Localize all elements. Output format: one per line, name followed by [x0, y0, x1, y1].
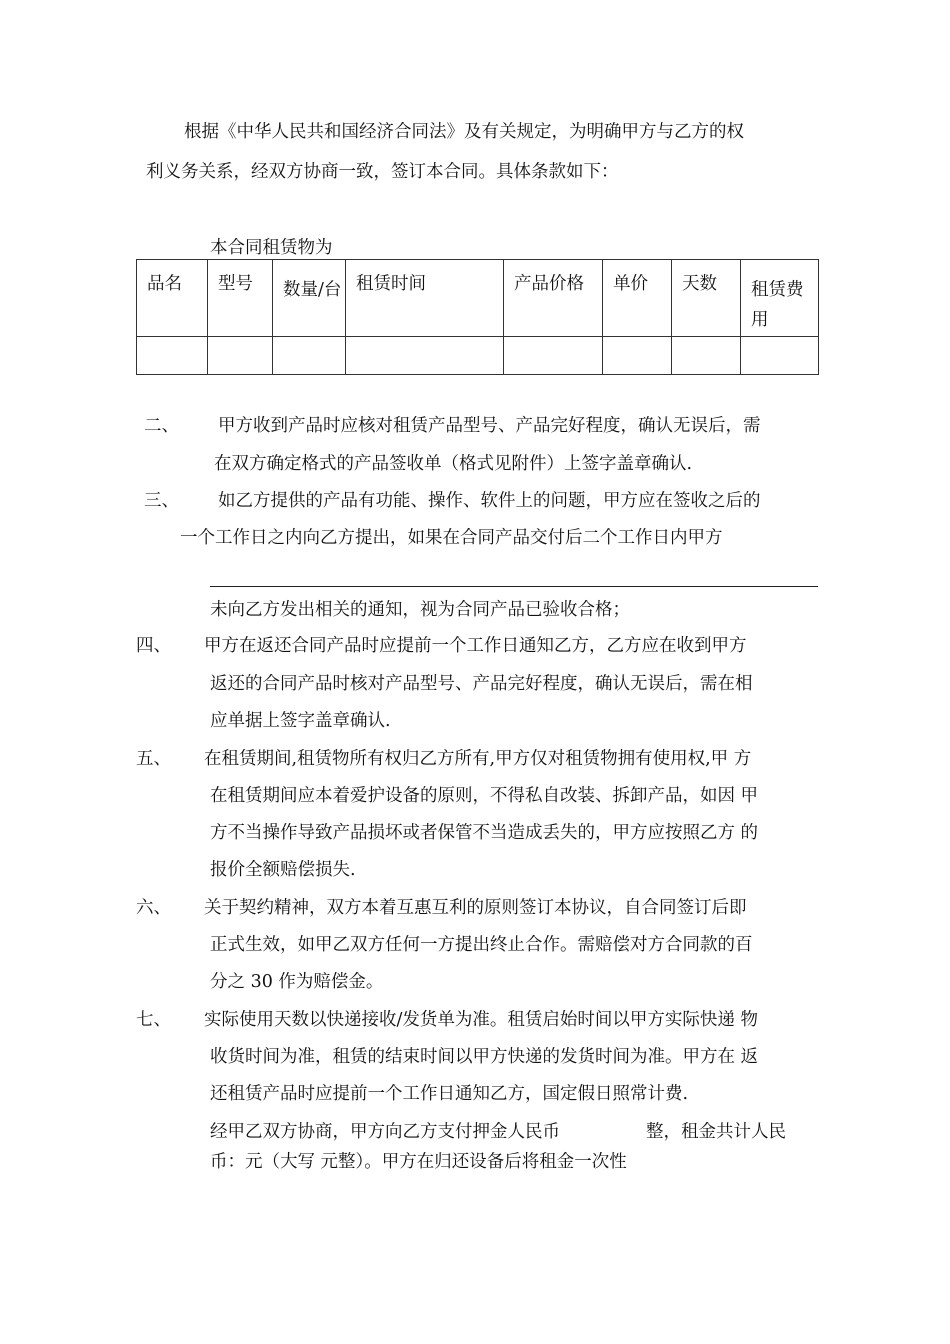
clause-7-line-2: 收货时间为准，租赁的结束时间以甲方快递的发货时间为准。甲方在 返	[210, 1047, 759, 1067]
table-cell	[273, 336, 346, 374]
header-cell	[741, 260, 819, 337]
header-days: 天数	[682, 274, 717, 294]
clause-3-number: 三、	[144, 491, 179, 511]
header-cell	[672, 260, 741, 337]
clause-3-line-1: 如乙方提供的产品有功能、操作、软件上的问题，甲方应在签收之后的	[218, 491, 761, 511]
clause-4-line-2: 返还的合同产品时核对产品型号、产品完好程度，确认无误后，需在相	[210, 674, 753, 694]
header-model: 型号	[218, 274, 253, 294]
header-cell	[273, 260, 346, 337]
table-header-row	[137, 260, 819, 337]
clause-5-line-2: 在租赁期间应本着爱护设备的原则，不得私自改装、拆卸产品，如因 甲	[210, 786, 759, 806]
header-cell	[504, 260, 603, 337]
clause-4-line-3: 应单据上签字盖章确认.	[210, 711, 391, 731]
table-cell	[504, 336, 603, 374]
table-caption: 本合同租赁物为	[210, 238, 333, 258]
table-cell	[208, 336, 273, 374]
clause-7-number: 七、	[136, 1010, 171, 1030]
clause-5-line-4: 报价全额赔偿损失.	[210, 860, 356, 880]
table-cell	[346, 336, 504, 374]
divider-line	[210, 586, 818, 587]
table-cell	[137, 336, 208, 374]
clause-6-line-3: 分之 30 作为赔偿金。	[210, 972, 384, 992]
clause-4-number: 四、	[136, 636, 171, 656]
header-cell	[137, 260, 208, 337]
table-cell	[672, 336, 741, 374]
clause-4-line-1: 甲方在返还合同产品时应提前一个工作日通知乙方，乙方应在收到甲方	[204, 636, 747, 656]
header-unit-price: 单价	[613, 274, 648, 294]
payment-line-1a: 经甲乙双方协商，甲方向乙方支付押金人民币	[210, 1122, 560, 1142]
clause-5-number: 五、	[136, 749, 171, 769]
header-cell	[346, 260, 504, 337]
clause-3-line-3: 未向乙方发出相关的通知，视为合同产品已验收合格；	[210, 600, 630, 620]
table-cell	[741, 336, 819, 374]
table-row	[137, 336, 819, 374]
header-cell	[208, 260, 273, 337]
rental-items-table	[136, 259, 819, 375]
payment-line-1b: 整，租金共计人民	[646, 1122, 786, 1142]
clause-6-line-1: 关于契约精神，双方本着互惠互利的原则签订本协议，自合同签订后即	[204, 898, 747, 918]
clause-5-line-3: 方不当操作导致产品损坏或者保管不当造成丢失的，甲方应按照乙方 的	[210, 823, 759, 843]
clause-7-line-3: 还租赁产品时应提前一个工作日通知乙方，国定假日照常计费.	[210, 1084, 689, 1104]
clause-2-line-1: 甲方收到产品时应核对租赁产品型号、产品完好程度，确认无误后，需	[218, 416, 761, 436]
intro-line-2: 利义务关系，经双方协商一致，签订本合同。具体条款如下：	[146, 162, 619, 182]
intro-line-1: 根据《中华人民共和国经济合同法》及有关规定，为明确甲方与乙方的权	[184, 122, 744, 142]
payment-line-2: 币：元（大写 元整）。甲方在归还设备后将租金一次性	[210, 1152, 627, 1172]
header-product-price: 产品价格	[514, 274, 584, 294]
table-cell	[603, 336, 672, 374]
header-rental-period: 租赁时间	[356, 274, 426, 294]
header-cell	[603, 260, 672, 337]
clause-7-line-1: 实际使用天数以快递接收/发货单为准。租赁启始时间以甲方实际快递 物	[204, 1010, 758, 1030]
clause-5-line-1: 在租赁期间,租赁物所有权归乙方所有,甲方仅对租赁物拥有使用权,甲 方	[204, 749, 752, 769]
clause-3-line-2: 一个工作日之内向乙方提出，如果在合同产品交付后二个工作日内甲方	[180, 528, 723, 548]
header-quantity: 数量/台	[283, 280, 342, 300]
clause-6-number: 六、	[136, 898, 171, 918]
clause-2-number: 二、	[144, 416, 179, 436]
clause-6-line-2: 正式生效，如甲乙双方任何一方提出终止合作。需赔偿对方合同款的百	[210, 935, 753, 955]
header-rental-fee: 租赁费用	[751, 280, 804, 330]
header-product-name: 品名	[147, 274, 182, 294]
clause-2-line-2: 在双方确定格式的产品签收单（格式见附件）上签字盖章确认.	[214, 454, 693, 474]
